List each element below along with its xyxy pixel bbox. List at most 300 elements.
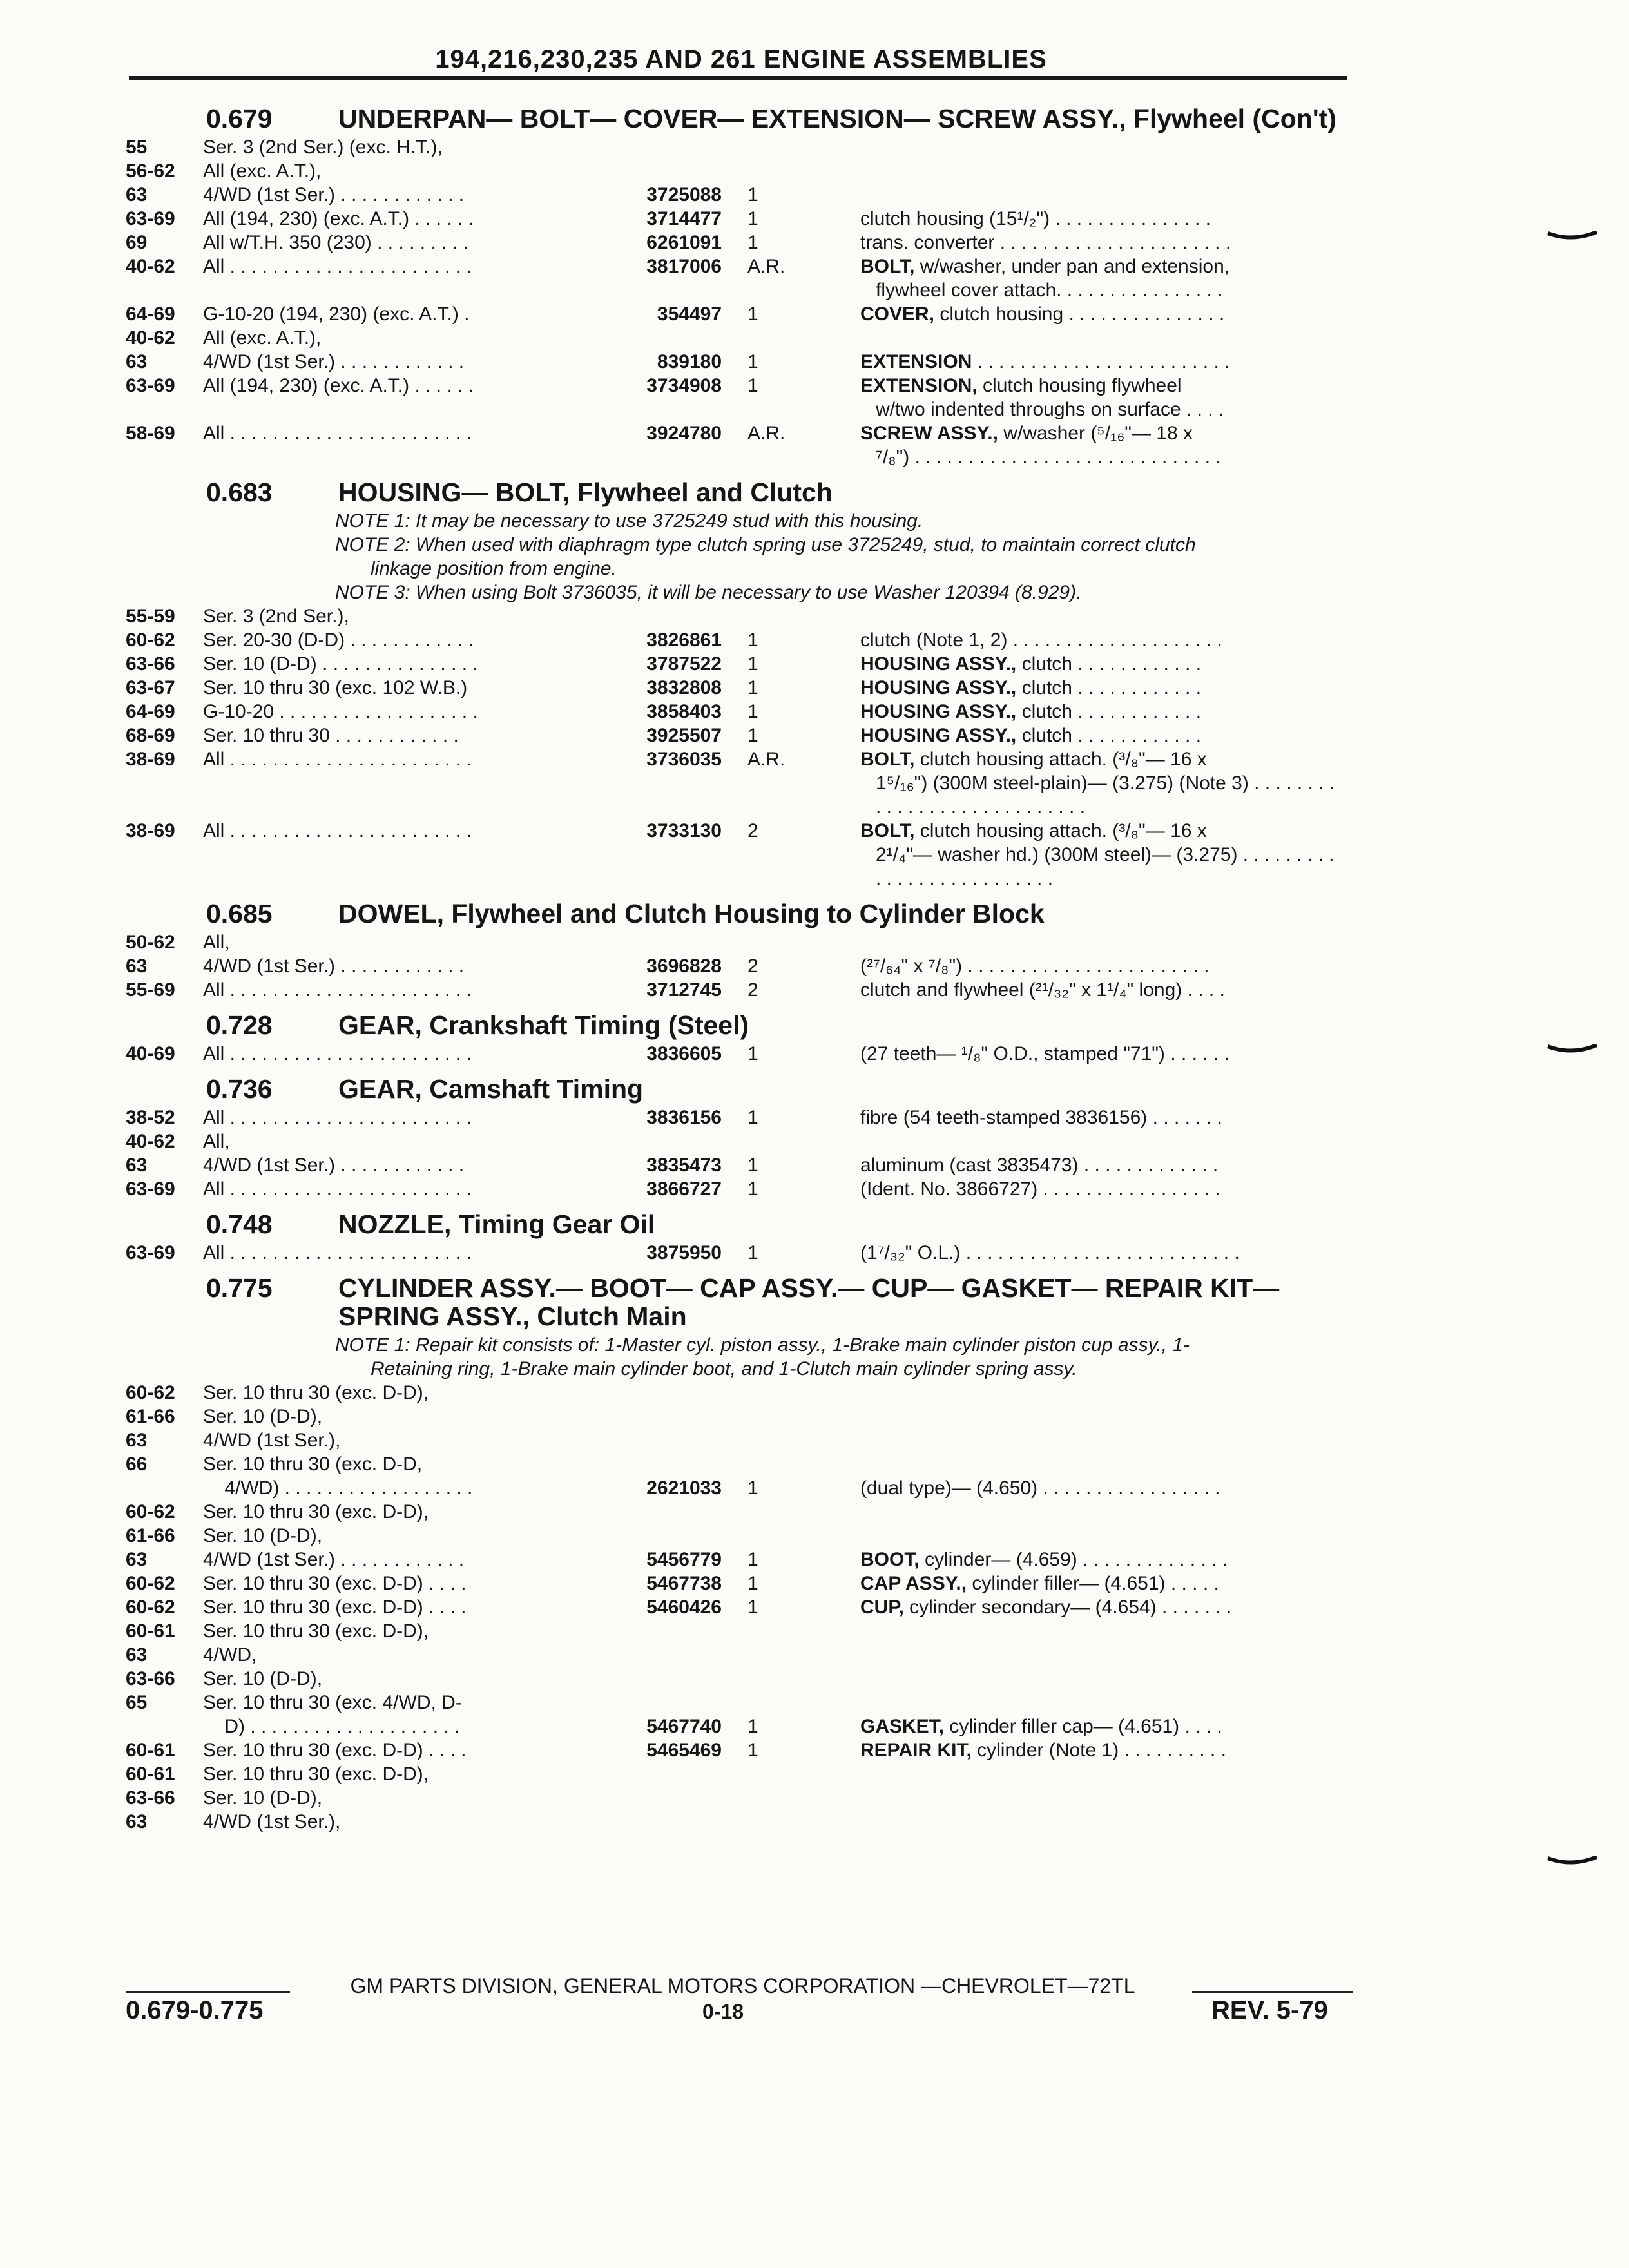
year-range: 60-61 bbox=[126, 1763, 175, 1785]
year-range: 40-62 bbox=[126, 327, 175, 349]
description-text: w/washer (⁵/₁₆"— 18 x bbox=[998, 423, 1193, 444]
section-note bbox=[126, 533, 1350, 581]
part-number: 3817006 bbox=[646, 256, 722, 277]
part-number: 5467740 bbox=[646, 1716, 722, 1737]
description bbox=[860, 747, 1344, 819]
table-row bbox=[126, 930, 1350, 954]
application: All . . . . . . . . . . . . . . . . . . . . . . . bbox=[203, 1107, 472, 1128]
quantity: 1 bbox=[747, 701, 758, 722]
year-range: 63 bbox=[126, 1430, 148, 1451]
year-range: 63 bbox=[126, 1549, 148, 1570]
description-text: (Ident. No. 3866727) . . . . . . . . . . . . . . . . . bbox=[860, 1178, 1220, 1200]
description bbox=[860, 1381, 1344, 1405]
description bbox=[860, 231, 1344, 255]
binder-mark bbox=[1547, 231, 1598, 244]
section-number: 0.728 bbox=[206, 1010, 273, 1040]
table-row bbox=[126, 1381, 1350, 1405]
part-name: COVER, bbox=[860, 303, 935, 325]
table-row bbox=[126, 1177, 1350, 1201]
table-row bbox=[126, 1548, 1350, 1571]
application: All (194, 230) (exc. A.T.) . . . . . . bbox=[203, 375, 474, 396]
part-name: CUP, bbox=[860, 1597, 904, 1618]
application: 4/WD (1st Ser.), bbox=[203, 1430, 341, 1451]
part-number: 3712745 bbox=[646, 979, 722, 1001]
year-range: 64-69 bbox=[126, 303, 175, 325]
year-range: 40-62 bbox=[126, 256, 175, 277]
application: G-10-20 . . . . . . . . . . . . . . . . . . . bbox=[203, 701, 478, 722]
description-continued: flywheel cover attach. . . . . . . . . . . . . . . . bbox=[876, 280, 1223, 301]
quantity bbox=[722, 930, 860, 954]
application: Ser. 10 thru 30 (exc. 4/WD, D- bbox=[203, 1692, 462, 1713]
year-range: 60-62 bbox=[126, 1501, 175, 1523]
part-number: 5460426 bbox=[646, 1597, 722, 1618]
description-text: (²⁷/₆₄" x ⁷/₈") . . . . . . . . . . . . . . . . . . . . . . . bbox=[860, 956, 1210, 977]
description bbox=[860, 1667, 1344, 1691]
table-row bbox=[126, 350, 1350, 374]
part-number bbox=[570, 604, 722, 628]
description bbox=[860, 1738, 1344, 1762]
description bbox=[860, 159, 1344, 183]
year-range: 55-59 bbox=[126, 606, 175, 627]
table-row bbox=[126, 183, 1350, 207]
description-continued: 1⁵/₁₆") (300M steel-plain)— (3.275) (Note 3) . . . . . . . . . . . . . . . . . . . . . . . . . . . . bbox=[876, 773, 1335, 818]
year-range: 65 bbox=[126, 1692, 148, 1713]
description bbox=[860, 1153, 1344, 1177]
application: 4/WD (1st Ser.) . . . . . . . . . . . . bbox=[203, 184, 465, 206]
part-name: BOLT, bbox=[860, 820, 915, 841]
description bbox=[860, 1428, 1344, 1452]
table-row bbox=[126, 326, 1350, 350]
application: All . . . . . . . . . . . . . . . . . . . . . . . bbox=[203, 979, 472, 1001]
year-range: 69 bbox=[126, 232, 148, 253]
table-row bbox=[126, 231, 1350, 255]
year-range: 63-66 bbox=[126, 1787, 175, 1809]
application: 4/WD (1st Ser.) . . . . . . . . . . . . bbox=[203, 1549, 465, 1570]
application: All . . . . . . . . . . . . . . . . . . . . . . . bbox=[203, 749, 472, 770]
year-range: 60-61 bbox=[126, 1740, 175, 1761]
application: Ser. 10 (D-D), bbox=[203, 1787, 323, 1809]
part-number bbox=[570, 1381, 722, 1405]
page-number: 0-18 bbox=[702, 2000, 744, 2023]
quantity bbox=[722, 135, 860, 159]
description bbox=[860, 1762, 1344, 1786]
part-name: SCREW ASSY., bbox=[860, 423, 998, 444]
part-number bbox=[570, 159, 722, 183]
description bbox=[860, 1177, 1344, 1201]
year-range: 40-62 bbox=[126, 1131, 175, 1152]
application: Ser. 10 (D-D), bbox=[203, 1525, 323, 1546]
quantity bbox=[722, 604, 860, 628]
table-row bbox=[126, 1129, 1350, 1153]
year-range bbox=[126, 1715, 203, 1738]
note-line: NOTE 1: It may be necessary to use 3725249 stud with this housing. bbox=[335, 510, 923, 532]
page-title: 194,216,230,235 AND 261 ENGINE ASSEMBLIES bbox=[435, 45, 1047, 73]
section-heading bbox=[126, 478, 1350, 506]
description-text: cylinder— (4.659) . . . . . . . . . . . . . . bbox=[919, 1549, 1228, 1570]
description bbox=[860, 1810, 1344, 1834]
footer-division: GM PARTS DIVISION, GENERAL MOTORS CORPORATION —CHEVROLET—72TL bbox=[350, 1974, 1135, 1997]
description bbox=[860, 1476, 1344, 1500]
section-heading bbox=[126, 1210, 1350, 1238]
description-text: cylinder filler— (4.651) . . . . . bbox=[967, 1573, 1219, 1594]
quantity bbox=[722, 1452, 860, 1476]
section-note bbox=[126, 581, 1350, 604]
application: All (194, 230) (exc. A.T.) . . . . . . bbox=[203, 208, 474, 229]
description bbox=[860, 978, 1344, 1002]
application: Ser. 3 (2nd Ser.) (exc. H.T.), bbox=[203, 137, 443, 158]
year-range: 60-61 bbox=[126, 1620, 175, 1642]
description bbox=[860, 1524, 1344, 1548]
part-number: 3733130 bbox=[646, 820, 722, 841]
table-row bbox=[126, 747, 1350, 819]
description-text: clutch housing . . . . . . . . . . . . . . . bbox=[934, 303, 1225, 325]
quantity bbox=[722, 1786, 860, 1810]
part-name: GASKET, bbox=[860, 1716, 945, 1737]
section-note bbox=[126, 1333, 1350, 1381]
part-name: REPAIR KIT, bbox=[860, 1740, 972, 1761]
part-number: 3924780 bbox=[646, 423, 722, 444]
part-number: 3736035 bbox=[646, 749, 722, 770]
year-range: 40-69 bbox=[126, 1043, 175, 1064]
description-text: cylinder filler cap— (4.651) . . . . bbox=[944, 1716, 1222, 1737]
quantity bbox=[722, 1500, 860, 1524]
application: Ser. 10 thru 30 (exc. D-D) . . . . bbox=[203, 1740, 467, 1761]
description bbox=[860, 724, 1344, 747]
part-number bbox=[570, 1405, 722, 1428]
table-row bbox=[126, 1667, 1350, 1691]
table-row bbox=[126, 1762, 1350, 1786]
description-text: trans. converter . . . . . . . . . . . . . . . . . . . . . . bbox=[860, 232, 1231, 253]
application: Ser. 10 thru 30 (exc. D-D), bbox=[203, 1382, 429, 1403]
quantity bbox=[722, 1643, 860, 1667]
application: 4/WD, bbox=[203, 1644, 257, 1666]
section-title: NOZZLE, Timing Gear Oil bbox=[338, 1209, 655, 1239]
quantity: 1 bbox=[747, 375, 758, 396]
part-number bbox=[570, 135, 722, 159]
section-heading bbox=[126, 899, 1350, 928]
year-range: 60-62 bbox=[126, 1597, 175, 1618]
section-number: 0.775 bbox=[206, 1273, 273, 1303]
quantity: 1 bbox=[747, 629, 758, 651]
year-range: 55-69 bbox=[126, 979, 175, 1001]
year-range: 63 bbox=[126, 1155, 148, 1176]
part-number bbox=[570, 1643, 722, 1667]
description bbox=[860, 374, 1344, 421]
description-text: clutch housing (15¹/₂") . . . . . . . . . . . . . . . bbox=[860, 208, 1211, 229]
year-range: 60-62 bbox=[126, 1382, 175, 1403]
application: All w/T.H. 350 (230) . . . . . . . . . bbox=[203, 232, 468, 253]
application: All, bbox=[203, 1131, 230, 1152]
quantity: 2 bbox=[747, 979, 758, 1001]
section-number: 0.685 bbox=[206, 899, 273, 928]
application: Ser. 10 thru 30 (exc. 102 W.B.) bbox=[203, 677, 468, 698]
description-continued: ⁷/₈") . . . . . . . . . . . . . . . . . . . . . . . . . . . . . bbox=[876, 447, 1221, 468]
year-range: 63 bbox=[126, 184, 148, 206]
quantity: 1 bbox=[747, 1716, 758, 1737]
quantity: 1 bbox=[747, 1477, 758, 1499]
section-title: CYLINDER ASSY.— BOOT— CAP ASSY.— CUP— GASKET— REPAIR KIT— SPRING ASSY., Clutch Main bbox=[338, 1273, 1280, 1331]
quantity bbox=[722, 1428, 860, 1452]
quantity bbox=[722, 1810, 860, 1834]
year-range bbox=[126, 1476, 203, 1500]
table-row bbox=[126, 1715, 1350, 1738]
year-range: 61-66 bbox=[126, 1525, 175, 1546]
quantity: 1 bbox=[747, 1573, 758, 1594]
note-line: NOTE 2: When used with diaphragm type clutch spring use 3725249, stud, to maintain correct clutch bbox=[335, 534, 1196, 555]
section-heading bbox=[126, 104, 1350, 133]
year-range: 63-66 bbox=[126, 1668, 175, 1689]
year-range: 63-66 bbox=[126, 653, 175, 675]
year-range: 60-62 bbox=[126, 629, 175, 651]
year-range: 63 bbox=[126, 351, 148, 372]
quantity: 1 bbox=[747, 184, 758, 206]
application: All . . . . . . . . . . . . . . . . . . . . . . . bbox=[203, 1043, 472, 1064]
part-number: 839180 bbox=[657, 351, 722, 372]
table-row bbox=[126, 1241, 1350, 1265]
quantity: 1 bbox=[747, 1155, 758, 1176]
description-text: clutch . . . . . . . . . . . . bbox=[1016, 725, 1202, 746]
description bbox=[860, 930, 1344, 954]
year-range: 64-69 bbox=[126, 701, 175, 722]
application: All, bbox=[203, 932, 230, 953]
part-number bbox=[570, 1762, 722, 1786]
application: Ser. 10 thru 30 (exc. D-D), bbox=[203, 1620, 429, 1642]
year-range: 63-69 bbox=[126, 1178, 175, 1200]
table-row bbox=[126, 1738, 1350, 1762]
description bbox=[860, 1500, 1344, 1524]
note-line: linkage position from engine. bbox=[371, 558, 617, 579]
part-number: 3836156 bbox=[646, 1107, 722, 1128]
section-title: GEAR, Camshaft Timing bbox=[338, 1074, 644, 1104]
quantity: 1 bbox=[747, 653, 758, 675]
table-row bbox=[126, 302, 1350, 326]
quantity: 1 bbox=[747, 208, 758, 229]
part-name: CAP ASSY., bbox=[860, 1573, 967, 1594]
section-heading bbox=[126, 1011, 1350, 1039]
part-number: 3696828 bbox=[646, 956, 722, 977]
part-number bbox=[570, 1619, 722, 1643]
part-name: HOUSING ASSY., bbox=[860, 677, 1017, 698]
table-row bbox=[126, 724, 1350, 747]
quantity: A.R. bbox=[747, 256, 786, 277]
footer-rule bbox=[1192, 1991, 1353, 1993]
description bbox=[860, 1619, 1344, 1643]
part-number bbox=[570, 1786, 722, 1810]
description bbox=[860, 954, 1344, 978]
quantity bbox=[722, 1691, 860, 1715]
part-number: 3714477 bbox=[646, 208, 722, 229]
table-row bbox=[126, 207, 1350, 231]
application: All . . . . . . . . . . . . . . . . . . . . . . . bbox=[203, 820, 472, 841]
note-line: NOTE 3: When using Bolt 3736035, it will be necessary to use Washer 120394 (8.929). bbox=[335, 582, 1082, 603]
quantity: 1 bbox=[747, 1242, 758, 1264]
description-text: cylinder (Note 1) . . . . . . . . . . bbox=[971, 1740, 1226, 1761]
table-row bbox=[126, 700, 1350, 724]
description-continued: 2¹/₄"— washer hd.) (300M steel)— (3.275) . . . . . . . . . . . . . . . . . . . . . . . . . . bbox=[876, 844, 1335, 889]
footer-range: 0.679-0.775 bbox=[126, 1996, 264, 2024]
description-text: (1⁷/₃₂" O.L.) . . . . . . . . . . . . . . . . . . . . . . . . . . bbox=[860, 1242, 1240, 1264]
quantity: 1 bbox=[747, 1178, 758, 1200]
description bbox=[860, 652, 1344, 676]
description bbox=[860, 1106, 1344, 1129]
application: All . . . . . . . . . . . . . . . . . . . . . . . bbox=[203, 423, 472, 444]
application: All (exc. A.T.), bbox=[203, 327, 322, 349]
part-number: 3832808 bbox=[646, 677, 722, 698]
description bbox=[860, 1405, 1344, 1428]
year-range: 63 bbox=[126, 956, 148, 977]
quantity: 1 bbox=[747, 1549, 758, 1570]
part-name: HOUSING ASSY., bbox=[860, 653, 1017, 675]
description bbox=[860, 135, 1344, 159]
table-row bbox=[126, 1452, 1350, 1476]
part-name: BOLT, bbox=[860, 256, 915, 277]
table-row bbox=[126, 652, 1350, 676]
section-number: 0.748 bbox=[206, 1209, 273, 1239]
year-range: 66 bbox=[126, 1454, 148, 1475]
description-text: . . . . . . . . . . . . . . . . . . . . . . . . bbox=[972, 351, 1230, 372]
application: 4/WD) . . . . . . . . . . . . . . . . . . bbox=[203, 1477, 473, 1499]
section-number: 0.683 bbox=[206, 477, 273, 507]
year-range: 68-69 bbox=[126, 725, 175, 746]
description bbox=[860, 421, 1344, 469]
description bbox=[860, 326, 1344, 350]
description-text: cylinder secondary— (4.654) . . . . . . . bbox=[903, 1597, 1232, 1618]
table-row bbox=[126, 1643, 1350, 1667]
part-number: 5456779 bbox=[646, 1549, 722, 1570]
quantity bbox=[722, 159, 860, 183]
header-rule bbox=[129, 76, 1347, 80]
quantity bbox=[722, 1619, 860, 1643]
part-number bbox=[570, 1691, 722, 1715]
part-number bbox=[570, 1524, 722, 1548]
quantity bbox=[722, 1524, 860, 1548]
description bbox=[860, 255, 1344, 302]
application: 4/WD (1st Ser.) . . . . . . . . . . . . bbox=[203, 351, 465, 372]
application: Ser. 20-30 (D-D) . . . . . . . . . . . . bbox=[203, 629, 474, 651]
year-range: 63-69 bbox=[126, 1242, 175, 1264]
year-range: 63-69 bbox=[126, 375, 175, 396]
year-range: 60-62 bbox=[126, 1573, 175, 1594]
application: Ser. 10 thru 30 (exc. D-D), bbox=[203, 1501, 429, 1523]
part-name: HOUSING ASSY., bbox=[860, 701, 1017, 722]
description bbox=[860, 1241, 1344, 1265]
note-line: NOTE 1: Repair kit consists of: 1-Master cyl. piston assy., 1-Brake main cylinder piston cup assy., 1- bbox=[335, 1334, 1190, 1356]
part-number: 3734908 bbox=[646, 375, 722, 396]
table-row bbox=[126, 954, 1350, 978]
year-range: 38-52 bbox=[126, 1107, 175, 1128]
description-text: (27 teeth— ¹/₈" O.D., stamped "71") . . . . . . bbox=[860, 1043, 1229, 1064]
binder-mark bbox=[1547, 1044, 1598, 1057]
section-number: 0.679 bbox=[206, 104, 273, 133]
parts-list bbox=[126, 95, 1350, 1834]
part-number: 5467738 bbox=[646, 1573, 722, 1594]
application: Ser. 10 (D-D) . . . . . . . . . . . . . . . bbox=[203, 653, 478, 675]
year-range: 63 bbox=[126, 1811, 148, 1832]
description bbox=[860, 1571, 1344, 1595]
application: Ser. 10 thru 30 . . . . . . . . . . . . bbox=[203, 725, 459, 746]
description-text: (dual type)— (4.650) . . . . . . . . . . . . . . . . . bbox=[860, 1477, 1220, 1499]
description-text: clutch housing attach. (³/₈"— 16 x bbox=[914, 749, 1207, 770]
binder-mark bbox=[1547, 1856, 1598, 1869]
description bbox=[860, 1129, 1344, 1153]
application: All . . . . . . . . . . . . . . . . . . . . . . . bbox=[203, 256, 472, 277]
year-range: 58-69 bbox=[126, 423, 175, 444]
description bbox=[860, 1786, 1344, 1810]
application: Ser. 10 thru 30 (exc. D-D), bbox=[203, 1763, 429, 1785]
quantity bbox=[722, 1762, 860, 1786]
part-number bbox=[570, 1129, 722, 1153]
description bbox=[860, 1042, 1344, 1066]
table-row bbox=[126, 1619, 1350, 1643]
description bbox=[860, 676, 1344, 700]
table-row bbox=[126, 1595, 1350, 1619]
part-number: 3787522 bbox=[646, 653, 722, 675]
part-name: HOUSING ASSY., bbox=[860, 725, 1017, 746]
part-name: EXTENSION bbox=[860, 351, 972, 372]
part-number: 2621033 bbox=[646, 1477, 722, 1499]
year-range: 61-66 bbox=[126, 1406, 175, 1427]
description bbox=[860, 183, 1344, 207]
table-row bbox=[126, 374, 1350, 421]
table-row bbox=[126, 1153, 1350, 1177]
application: Ser. 10 thru 30 (exc. D-D) . . . . bbox=[203, 1573, 467, 1594]
note-line: Retaining ring, 1-Brake main cylinder boot, and 1-Clutch main cylinder spring assy. bbox=[371, 1358, 1077, 1379]
part-number bbox=[570, 326, 722, 350]
quantity bbox=[722, 1381, 860, 1405]
description-text: clutch housing attach. (³/₈"— 16 x bbox=[914, 820, 1207, 841]
description bbox=[860, 604, 1344, 628]
table-row bbox=[126, 1786, 1350, 1810]
description-text: clutch . . . . . . . . . . . . bbox=[1016, 677, 1202, 698]
part-name: BOLT, bbox=[860, 749, 915, 770]
year-range: 50-62 bbox=[126, 932, 175, 953]
description bbox=[860, 1691, 1344, 1715]
description bbox=[860, 207, 1344, 231]
year-range: 56-62 bbox=[126, 160, 175, 182]
application: Ser. 3 (2nd Ser.), bbox=[203, 606, 349, 627]
quantity bbox=[722, 1667, 860, 1691]
table-row bbox=[126, 1042, 1350, 1066]
part-number bbox=[570, 1452, 722, 1476]
section-heading bbox=[126, 1274, 1350, 1331]
part-number bbox=[570, 1500, 722, 1524]
year-range: 63 bbox=[126, 1644, 148, 1666]
quantity bbox=[722, 1405, 860, 1428]
table-row bbox=[126, 1571, 1350, 1595]
application: Ser. 10 thru 30 (exc. D-D) . . . . bbox=[203, 1597, 467, 1618]
description-text: aluminum (cast 3835473) . . . . . . . . . . . . . bbox=[860, 1155, 1219, 1176]
quantity: 1 bbox=[747, 725, 758, 746]
table-row bbox=[126, 1810, 1350, 1834]
description-continued: w/two indented throughs on surface . . . . bbox=[876, 399, 1224, 420]
section-heading bbox=[126, 1075, 1350, 1103]
quantity bbox=[722, 1129, 860, 1153]
part-number: 3875950 bbox=[646, 1242, 722, 1264]
application: Ser. 10 thru 30 (exc. D-D, bbox=[203, 1454, 423, 1475]
table-row bbox=[126, 1106, 1350, 1129]
footer-rule bbox=[126, 1991, 290, 1993]
table-row bbox=[126, 421, 1350, 469]
description bbox=[860, 700, 1344, 724]
application: Ser. 10 (D-D), bbox=[203, 1406, 323, 1427]
part-number: 6261091 bbox=[646, 232, 722, 253]
table-row bbox=[126, 1691, 1350, 1715]
year-range: 63-69 bbox=[126, 208, 175, 229]
description bbox=[860, 302, 1344, 326]
part-number: 3866727 bbox=[646, 1178, 722, 1200]
table-row bbox=[126, 255, 1350, 302]
table-row bbox=[126, 628, 1350, 652]
